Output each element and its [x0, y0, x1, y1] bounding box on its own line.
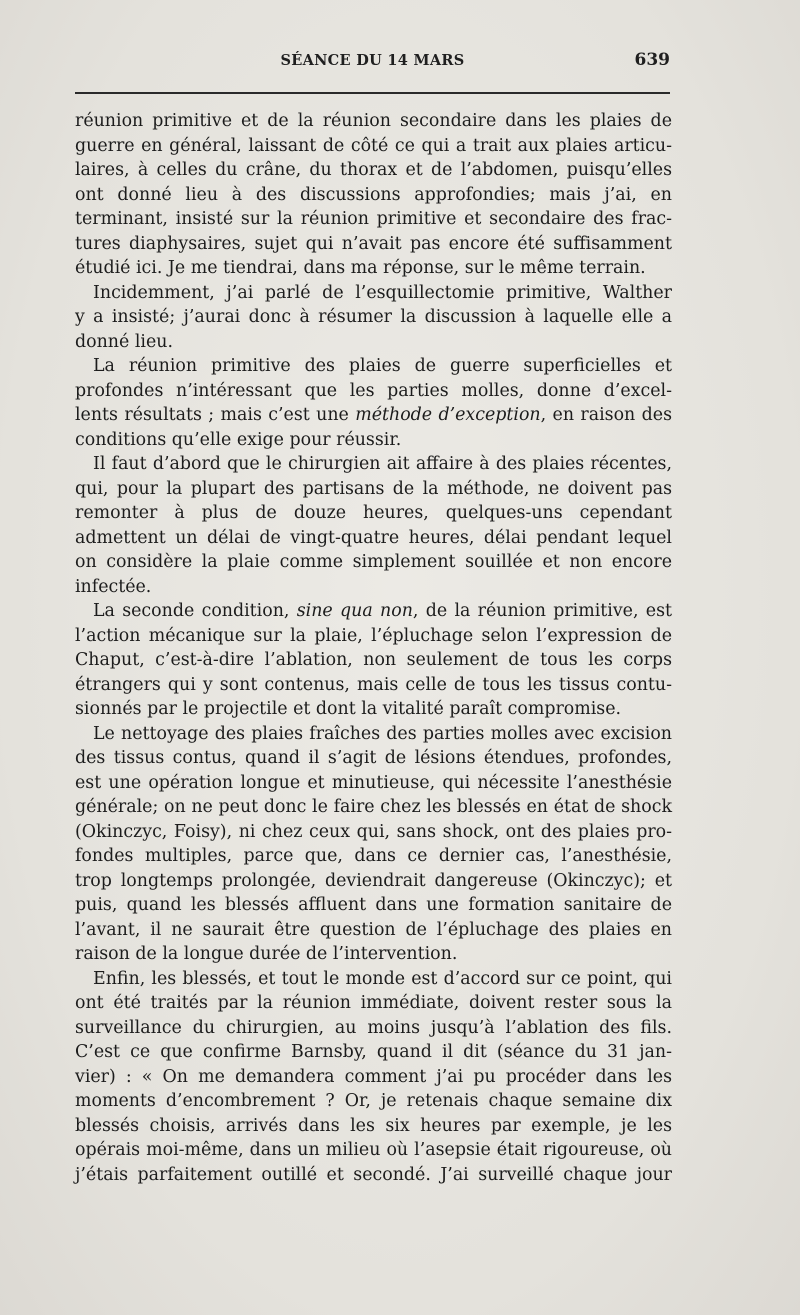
text-line: est une opération longue et minutieuse, qui nécessite l’anesthésie: [75, 772, 672, 793]
text-line: réunion primitive et de la réunion secondaire dans les plaies de: [75, 111, 672, 131]
text-line: ont été traités par la réunion immédiate, doivent rester sous la: [75, 993, 672, 1013]
running-head: [75, 50, 670, 74]
text-line: on considère la plaie comme simplement souillée et non encore: [75, 552, 672, 572]
text-line: j’étais parfaitement outillé et secondé. J’ai surveillé chaque jour: [75, 1164, 672, 1185]
text-line: Le nettoyage des plaies fraîches des parties molles avec excision: [93, 723, 672, 744]
text-line: blessés choisis, arrivés dans les six heures par exemple, je les: [75, 1115, 672, 1136]
text-line: y a insisté; j’aurai donc à résumer la discussion à laquelle elle a: [75, 307, 672, 327]
text-line: (Okinczyc, Foisy), ni chez ceux qui, sans shock, ont des plaies pro-: [75, 821, 672, 842]
text-line: l’avant, il ne saurait être question de l’épluchage des plaies en: [75, 919, 672, 940]
page-number: 639: [634, 50, 670, 70]
text-line: Il faut d’abord que le chirurgien ait affaire à des plaies récentes,: [93, 454, 672, 474]
text-line: vier) : « On me demandera comment j’ai pu procéder dans les: [75, 1066, 672, 1087]
text-line: opérais moi-même, dans un milieu où l’asepsie était rigoureuse, où: [75, 1140, 672, 1160]
body-text: [75, 109, 672, 1187]
text-line: laires, à celles du crâne, du thorax et de l’abdomen, puisqu’elles: [75, 160, 672, 180]
text-line: remonter à plus de douze heures, quelques-uns cependant: [75, 503, 672, 523]
text-line: profondes n’intéressant que les parties molles, donne d’excel-: [75, 380, 672, 401]
text-run: , en raison des: [540, 405, 672, 425]
text-line: l’action mécanique sur la plaie, l’épluchage selon l’expression de: [75, 625, 672, 646]
text-line: étudié ici. Je me tiendrai, dans ma réponse, sur le même terrain.: [75, 258, 646, 278]
text-line: conditions qu’elle exige pour réussir.: [75, 429, 402, 450]
text-line: puis, quand les blessés affluent dans une formation sanitaire de: [75, 895, 672, 915]
text-line: [75, 599, 672, 624]
text-line: Enfin, les blessés, et tout le monde est d’accord sur ce point, qui: [93, 968, 672, 989]
text-run: La seconde condition,: [93, 601, 297, 621]
text-line: admettent un délai de vingt-quatre heures, délai pendant lequel: [75, 527, 672, 548]
text-line: moments d’encombrement ? Or, je retenais chaque semaine dix: [75, 1091, 672, 1111]
running-title: SÉANCE DU 14 MARS: [280, 52, 465, 69]
text-line: surveillance du chirurgien, au moins jusqu’à l’ablation des fils.: [75, 1017, 672, 1038]
text-line: C’est ce que confirme Barnsby, quand il dit (séance du 31 jan-: [75, 1042, 672, 1062]
text-line: La réunion primitive des plaies de guerre superficielles et: [93, 356, 672, 376]
text-run: lents résultats ; mais c’est une: [75, 405, 356, 425]
text-line: [75, 403, 672, 428]
text-line: fondes multiples, parce que, dans ce dernier cas, l’anesthésie,: [75, 846, 672, 866]
text-line: Chaput, c’est-à-dire l’ablation, non seulement de tous les corps: [75, 650, 672, 670]
text-line: sionnés par le projectile et dont la vitalité paraît compromise.: [75, 699, 622, 719]
text-line: terminant, insisté sur la réunion primitive et secondaire des frac-: [75, 209, 672, 229]
text-line: tures diaphysaires, sujet qui n’avait pas encore été suffisamment: [75, 233, 672, 254]
italic-phrase: sine qua non: [296, 601, 413, 621]
text-line: qui, pour la plupart des partisans de la méthode, ne doivent pas: [75, 478, 672, 499]
text-run: , de la réunion primitive, est: [412, 601, 672, 621]
text-line: trop longtemps prolongée, deviendrait dangereuse (Okinczyc); et: [75, 870, 672, 891]
text-line: générale; on ne peut donc le faire chez les blessés en état de shock: [75, 797, 672, 817]
text-line: étrangers qui y sont contenus, mais celle de tous les tissus contu-: [75, 674, 672, 695]
text-line: guerre en général, laissant de côté ce qui a trait aux plaies articu-: [75, 135, 672, 156]
text-line: infectée.: [75, 576, 152, 597]
text-line: donné lieu.: [75, 331, 173, 352]
header-rule: [75, 92, 670, 94]
text-line: Incidemment, j’ai parlé de l’esquillectomie primitive, Walther: [93, 282, 672, 303]
text-line: raison de la longue durée de l’intervention.: [75, 944, 458, 964]
text-line: des tissus contus, quand il s’agit de lésions étendues, profondes,: [75, 748, 672, 768]
italic-phrase: méthode d’exception: [355, 405, 541, 425]
text-line: ont donné lieu à des discussions approfondies; mais j’ai, en: [75, 184, 672, 205]
